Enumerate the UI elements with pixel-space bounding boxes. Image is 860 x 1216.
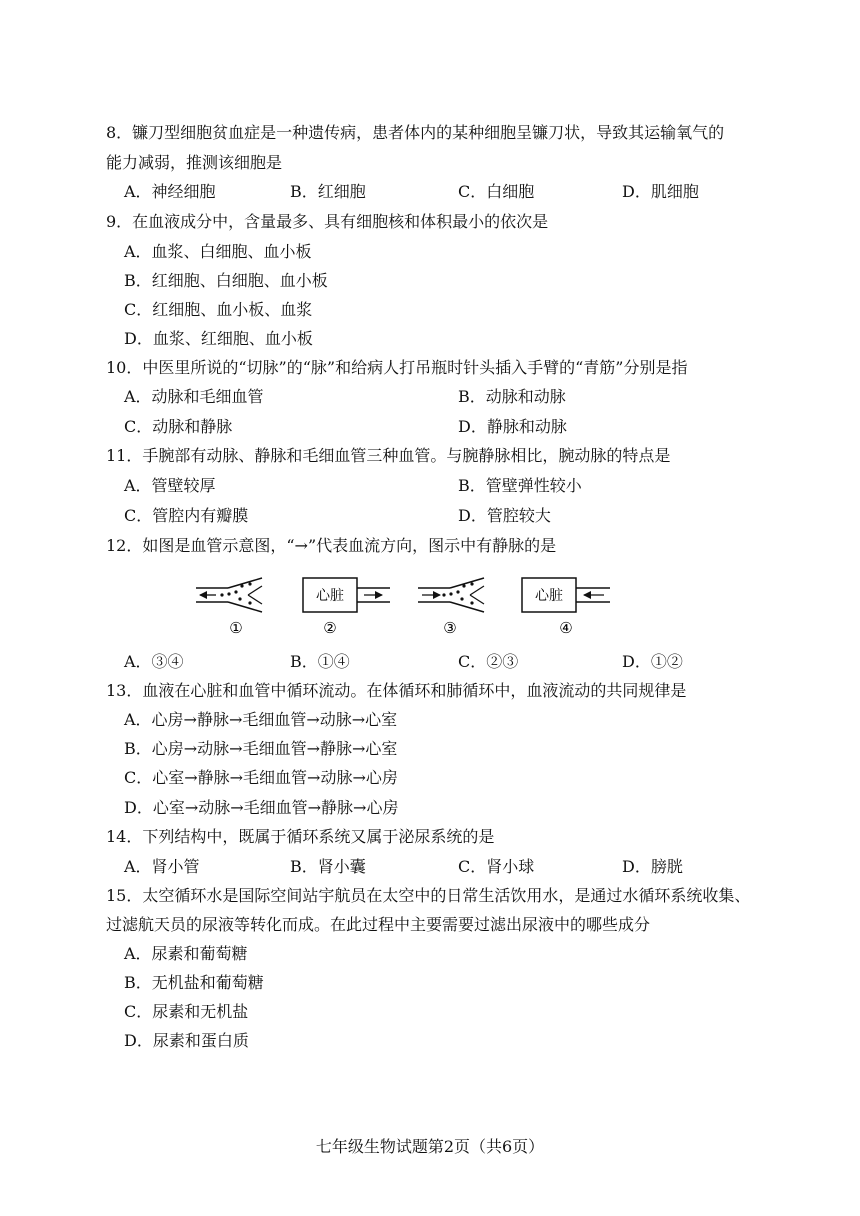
q15-option-d: D．尿素和蛋白质: [124, 1031, 249, 1050]
q11-option-d: D．管腔较大: [458, 506, 551, 525]
q13-option-d: D．心室→动脉→毛细血管→静脉→心房: [124, 798, 399, 817]
q13-stem: 13．血液在心脏和血管中循环流动。在体循环和肺循环中，血液流动的共同规律是: [106, 681, 687, 700]
vessel-label-3: ③: [443, 619, 457, 637]
q15-stem-line1: 15．太空循环水是国际空间站宇航员在太空中的日常生活饮用水，是通过水循环系统收集、: [106, 886, 751, 905]
q11-option-a: A．管壁较厚: [124, 476, 216, 495]
heart-label-2: 心脏: [316, 588, 344, 604]
q14-option-a: A．肾小管: [124, 857, 200, 876]
q10-option-b: B．动脉和动脉: [458, 387, 566, 406]
q15-option-a: A．尿素和葡萄糖: [124, 944, 248, 963]
q11-option-c: C．管腔内有瓣膜: [124, 506, 249, 525]
vessel-figure-3: [418, 578, 484, 612]
q15-option-c: C．尿素和无机盐: [124, 1002, 249, 1021]
q9-option-d: D．血浆、红细胞、血小板: [124, 329, 313, 348]
vessel-label-2: ②: [323, 619, 337, 637]
q12-stem: 12．如图是血管示意图，“→”代表血流方向，图示中有静脉的是: [106, 536, 557, 555]
q15-option-b: B．无机盐和葡萄糖: [124, 973, 264, 992]
vessel-figure-1: [196, 578, 262, 612]
q8-option-c: C．白细胞: [458, 182, 535, 201]
q9-option-b: B．红细胞、白细胞、血小板: [124, 271, 328, 290]
blood-vessel-diagram: [0, 572, 860, 642]
q9-option-c: C．红细胞、血小板、血浆: [124, 300, 313, 319]
q15-stem-line2: 过滤航天员的尿液等转化而成。在此过程中主要需要过滤出尿液中的哪些成分: [106, 915, 651, 934]
q10-option-c: C．动脉和静脉: [124, 417, 233, 436]
q9-option-a: A．血浆、白细胞、血小板: [124, 242, 312, 261]
q12-option-d: D．①②: [622, 652, 683, 671]
q8-option-b: B．红细胞: [290, 182, 366, 201]
q12-option-a: A．③④: [124, 652, 184, 671]
q13-option-b: B．心房→动脉→毛细血管→静脉→心室: [124, 739, 398, 758]
q14-stem: 14．下列结构中，既属于循环系统又属于泌尿系统的是: [106, 827, 495, 846]
q10-option-a: A．动脉和毛细血管: [124, 387, 264, 406]
q13-option-c: C．心室→静脉→毛细血管→动脉→心房: [124, 768, 398, 787]
q9-stem: 9．在血液成分中，含量最多、具有细胞核和体积最小的依次是: [106, 212, 549, 231]
q10-stem: 10．中医里所说的“切脉”的“脉”和给病人打吊瓶时针头插入手臂的“青筋”分别是指: [106, 358, 688, 377]
q12-option-b: B．①④: [290, 652, 350, 671]
q14-option-b: B．肾小囊: [290, 857, 366, 876]
q12-option-c: C．②③: [458, 652, 519, 671]
q8-stem-line1: 8．镰刀型细胞贫血症是一种遗传病，患者体内的某种细胞呈镰刀状，导致其运输氧气的: [106, 123, 725, 142]
vessel-label-1: ①: [229, 619, 243, 637]
page-footer: 七年级生物试题第2页（共6页）: [315, 1137, 545, 1156]
q11-option-b: B．管壁弹性较小: [458, 476, 582, 495]
heart-label-4: 心脏: [535, 588, 563, 604]
q11-stem: 11．手腕部有动脉、静脉和毛细血管三种血管。与腕静脉相比，腕动脉的特点是: [106, 446, 671, 465]
vessel-label-4: ④: [559, 619, 573, 637]
q8-option-a: A．神经细胞: [124, 182, 216, 201]
q10-option-d: D．静脉和动脉: [458, 417, 567, 436]
q8-stem-line2: 能力减弱，推测该细胞是: [106, 153, 283, 172]
q13-option-a: A．心房→静脉→毛细血管→动脉→心室: [124, 710, 398, 729]
q8-option-d: D．肌细胞: [622, 182, 699, 201]
q14-option-c: C．肾小球: [458, 857, 535, 876]
q14-option-d: D．膀胱: [622, 857, 683, 876]
